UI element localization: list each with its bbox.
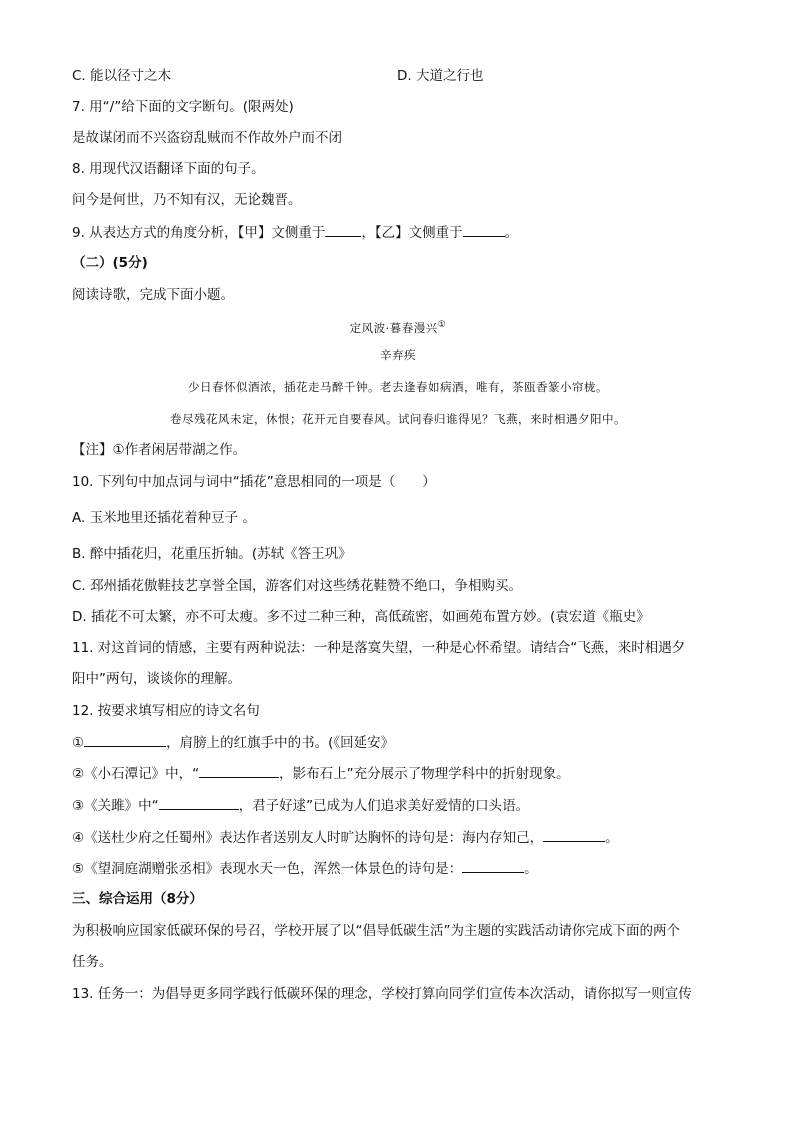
q11-line-1: 11. 对这首词的情感，主要有两种说法：一种是落寞失望，一种是心怀希望。请结合“飞燕，来时相遇夕 <box>72 640 686 656</box>
q12-blank-5[interactable] <box>462 858 524 873</box>
q7-prompt: 7. 用“/”给下面的文字断句。(限两处) <box>72 99 294 115</box>
poem-line-1: 少日春怀似酒浓，插花走马醉千钟。老去逢春如病酒，唯有，茶瓯香篆小帘栊。 <box>188 380 608 394</box>
q12-blank-4[interactable] <box>543 827 605 842</box>
poem-line-2: 卷尽残花风未定，休恨；花开元自要春风。试问春归谁得见？飞燕，来时相遇夕阳中。 <box>170 412 626 426</box>
q9-blank-1[interactable] <box>325 222 361 237</box>
q12-item-3 <box>72 795 724 816</box>
q12-blank-1[interactable] <box>84 732 166 747</box>
q7-text: 是故谋闭而不兴盗窃乱贼而不作故外户而不闭 <box>72 130 342 146</box>
q12-item-3-post: ，君子好逑”已成为人们追求美好爱情的口头语。 <box>238 798 530 814</box>
q12-item-1-text: ，肩膀上的红旗手中的书。(《回延安》 <box>166 735 395 751</box>
section3-heading: 三、综合运用（8分） <box>72 891 203 907</box>
section3-intro-line-1: 为积极响应国家低碳环保的号召，学校开展了以“倡导低碳生活”为主题的实践活动请你完成下面的两个 <box>72 923 680 939</box>
poem-note-mark: ① <box>437 320 447 330</box>
q12-blank-3[interactable] <box>159 795 239 810</box>
q10-option-d: D. 插花不可太繁，亦不可太瘦。多不过二种三种，高低疏密，如画苑布置方妙。(袁宏道《瓶史》 <box>72 609 650 625</box>
q12-item-4-pre: ④《送杜少府之任蜀州》表达作者送别友人时旷达胸怀的诗句是：海内存知己， <box>72 830 544 846</box>
q13-text: 13. 任务一：为倡导更多同学践行低碳环保的理念，学校打算向同学们宣传本次活动，请你拟写一则宣传 <box>72 986 692 1002</box>
poem-note: 【注】①作者闲居带湖之作。 <box>72 442 247 458</box>
section3-intro-line-2: 任务。 <box>72 954 113 970</box>
q10-option-b: B. 醉中插花归，花重压折轴。(苏轼《答王巩》 <box>72 546 352 562</box>
q10-option-c: C. 邳州插花傲鞋技艺享誉全国，游客们对这些绣花鞋赞不绝口，争相购买。 <box>72 578 523 594</box>
q6-option-c: C. 能以径寸之木 <box>72 68 172 84</box>
poem-author: 辛弃疾 <box>380 348 416 362</box>
q12-prompt: 12. 按要求填写相应的诗文名句 <box>72 703 260 719</box>
q10-option-a: A. 玉米地里还插花着种豆子 。 <box>72 510 256 526</box>
poem-title-text: 定风波·暮春漫兴 <box>349 320 438 335</box>
q11-line-2: 阳中”两句，谈谈你的理解。 <box>72 671 241 687</box>
q12-item-1 <box>72 732 724 753</box>
q8-prompt: 8. 用现代汉语翻译下面的句子。 <box>72 161 265 177</box>
q12-item-2 <box>72 763 724 784</box>
q8-text: 问今是何世，乃不知有汉，无论魏晋。 <box>72 192 302 208</box>
q12-item-1-label: ① <box>72 735 85 751</box>
q12-item-2-pre: ②《小石潭记》中，“ <box>72 766 200 782</box>
q9-part3: 。 <box>504 225 519 241</box>
q12-item-2-post: ，影布石上”充分展示了物理学科中的折射现象。 <box>279 766 570 782</box>
q12-item-5 <box>72 858 724 879</box>
q12-item-4-post: 。 <box>605 830 619 846</box>
q12-item-5-post: 。 <box>524 861 538 877</box>
section2-instruction: 阅读诗歌，完成下面小题。 <box>72 287 234 303</box>
q6-option-d: D. 大道之行也 <box>397 68 484 84</box>
section2-heading: （二）(5分) <box>72 255 148 271</box>
q9-part1: 9. 从表达方式的角度分析，【甲】文侧重于 <box>72 225 326 241</box>
q10-prompt: 10. 下列句中加点词与词中“插花”意思相同的一项是（ ） <box>72 474 436 490</box>
q12-item-5-pre: ⑤《望洞庭湖赠张丞相》表现水天一色，浑然一体景色的诗句是： <box>72 861 463 877</box>
q12-item-3-pre: ③《关雎》中“ <box>72 798 159 814</box>
q9-blank-2[interactable] <box>463 222 505 237</box>
q9-question <box>72 222 724 243</box>
poem-title <box>72 316 724 337</box>
q12-blank-2[interactable] <box>199 763 279 778</box>
q9-part2: ，【乙】文侧重于 <box>361 225 463 241</box>
q12-item-4 <box>72 827 724 848</box>
